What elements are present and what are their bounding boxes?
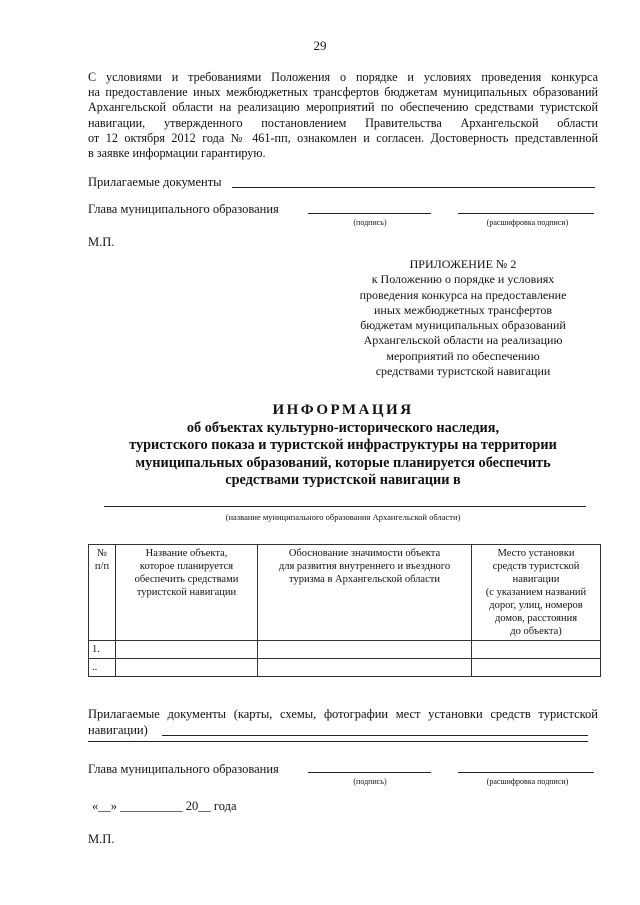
table-header-row [89, 545, 601, 641]
heading-line: муниципальных образований, которые планируется обеспечить [135, 454, 551, 471]
intro-line: навигации, утвержденного постановлением Правительства Архангельской области [88, 115, 598, 130]
attached-docs-label: Прилагаемые документы [88, 175, 222, 189]
appendix-title: ПРИЛОЖЕНИЕ № 2 [409, 257, 517, 271]
attached-docs-field-2[interactable] [88, 741, 588, 742]
document-heading [88, 402, 598, 490]
attached-docs-line: навигации) [88, 723, 148, 737]
signature-field[interactable] [308, 772, 431, 773]
table-row [89, 659, 601, 677]
signature-caption: (подпись) [353, 218, 387, 227]
header-text: домов, расстояния [494, 613, 578, 624]
attached-docs-field[interactable] [232, 187, 595, 188]
heading-title: ИНФОРМАЦИЯ [272, 402, 414, 418]
col-header-number [89, 545, 116, 641]
attached-docs-line: Прилагаемые документы (карты, схемы, фотографии мест установки средств туристской [88, 707, 598, 721]
table-cell[interactable] [258, 641, 472, 659]
header-text: (с указанием названий [485, 587, 587, 598]
municipality-name-field[interactable] [104, 506, 586, 507]
appendix-line: иных межбюджетных трансфертов [373, 302, 553, 317]
intro-line: в заявке информации гарантирую. [88, 146, 266, 161]
appendix-line: мероприятий по обеспечению [386, 348, 540, 363]
stamp-label: М.П. [88, 832, 115, 846]
header-text: обеспечить средствами [134, 574, 239, 585]
attached-docs-field[interactable] [162, 735, 588, 736]
header-text: туризма в Архангельской области [289, 574, 440, 585]
appendix-block [338, 257, 588, 379]
intro-line: на предоставление иных межбюджетных трансфертов бюджетам муниципальных образований [88, 85, 598, 100]
date-line[interactable]: «__» __________ 20__ года [92, 799, 237, 813]
header-text: навигации [512, 574, 560, 585]
stamp-label: М.П. [88, 235, 115, 249]
signature-transcript-field[interactable] [458, 213, 594, 214]
signature-transcript-field[interactable] [458, 772, 594, 773]
table-row [89, 641, 601, 659]
appendix-line: Архангельской области на реализацию [363, 333, 563, 348]
table-cell[interactable] [472, 641, 601, 659]
heading-line: средствами туристской навигации в [225, 472, 461, 489]
heading-line: об объектах культурно-исторического наследия, [186, 419, 500, 436]
table-cell[interactable] [472, 659, 601, 677]
transcript-caption: (расшифровка подписи) [486, 777, 569, 786]
col-header-object-name [116, 545, 258, 641]
transcript-caption: (расшифровка подписи) [486, 218, 569, 227]
head-label: Глава муниципального образования [88, 762, 279, 776]
col-header-location [472, 545, 601, 641]
header-text: дорог, улиц, номеров [489, 600, 583, 611]
header-text: п/п [94, 561, 110, 572]
table-cell: 1. [89, 641, 116, 659]
table-cell[interactable] [258, 659, 472, 677]
table-cell[interactable] [116, 659, 258, 677]
col-header-justification [258, 545, 472, 641]
header-text: средств туристской [492, 561, 580, 572]
signature-field[interactable] [308, 213, 431, 214]
header-text: Обоснование значимости объекта [288, 548, 441, 559]
appendix-line: средствами туристской навигации [375, 364, 551, 379]
heading-line: туристского показа и туристской инфраструктуры на территории [129, 437, 557, 454]
header-text: туристской навигации [136, 587, 237, 598]
header-text: до объекта) [510, 626, 562, 637]
intro-line: С условиями и требованиями Положения о порядке и условиях проведения конкурса [88, 70, 598, 84]
signature-caption: (подпись) [353, 777, 387, 786]
header-text: Место установки [497, 548, 575, 559]
header-text: № [96, 548, 108, 559]
intro-line: Архангельской области на реализацию мероприятий по обеспечению средствами туристской [88, 100, 598, 115]
header-text: которое планируется [139, 561, 234, 572]
intro-line: от 12 октября 2012 года № 461-пп, ознакомлен и согласен. Достоверность представленной [88, 130, 598, 145]
table-cell[interactable] [116, 641, 258, 659]
page-number: 29 [313, 38, 327, 53]
header-text: Название объекта, [145, 548, 228, 559]
header-text: для развития внутреннего и въездного [278, 561, 451, 572]
intro-paragraph [88, 70, 598, 161]
appendix-line: к Положению о порядке и условиях [371, 272, 555, 287]
objects-table [88, 544, 601, 677]
appendix-line: проведения конкурса на предоставление [359, 287, 567, 302]
head-label: Глава муниципального образования [88, 202, 279, 216]
table-cell: .. [89, 659, 116, 677]
appendix-line: бюджетам муниципальных образований [360, 318, 566, 333]
municipality-caption: (название муниципального образования Архангельской области) [225, 512, 461, 522]
